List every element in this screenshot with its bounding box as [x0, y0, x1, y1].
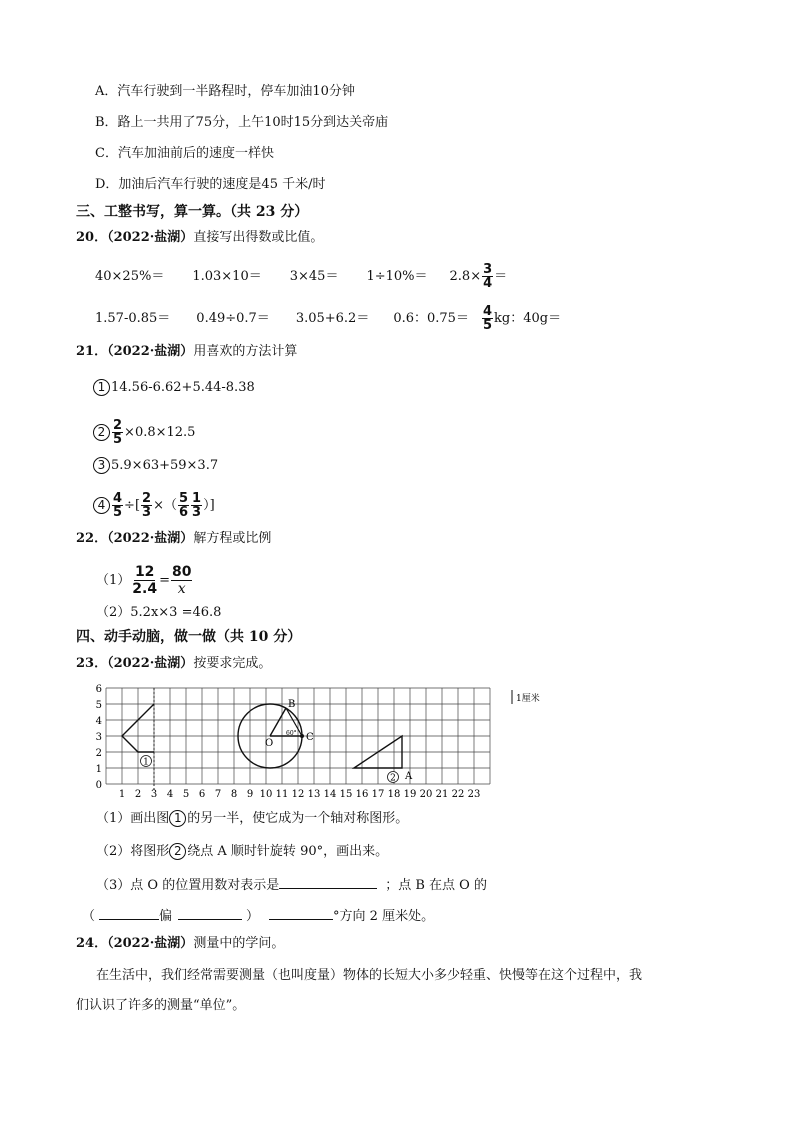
- y-tick-label: 4: [95, 716, 102, 727]
- x-tick-label: 21: [435, 789, 449, 800]
- answer-blank-coordinate[interactable]: [279, 874, 377, 889]
- coordinate-grid: [88, 679, 548, 805]
- q24-paragraph-line-2: 们认识了许多的测量“单位”。: [76, 998, 246, 1013]
- q21-item-4: [93, 492, 215, 519]
- label-a: A: [405, 771, 413, 782]
- y-tick-label: 2: [95, 748, 102, 759]
- q21-number: 21．（2022·盐湖）: [76, 344, 194, 359]
- x-tick-label: 19: [403, 789, 417, 800]
- x-tick-label: 22: [451, 789, 465, 800]
- q24-header: [76, 935, 284, 953]
- q20-r1-5: 2.8×: [449, 269, 482, 284]
- q23-sub-3-c2: 偏: [159, 909, 173, 924]
- q21-item-4-fraction-3: $\frac{5}{6}$: [178, 491, 189, 520]
- section-4-title: 四、动手动脑，做一做（共 10 分）: [76, 629, 302, 645]
- q23-sub-1-post: 的另一半，使它成为一个轴对称图形。: [187, 811, 409, 826]
- q21-item-3: [93, 457, 218, 475]
- q22-part-1-label: （1）: [96, 573, 131, 588]
- q21-text: 用喜欢的方法计算: [193, 344, 298, 359]
- answer-blank-angle[interactable]: [269, 905, 333, 920]
- q20-header: [76, 229, 323, 247]
- q21-item-2-fraction: $\frac{2}{5}$: [113, 418, 123, 447]
- q20-r2-1: 1.57-0.85＝: [95, 311, 171, 326]
- q20-r2-2: 0.49÷0.7＝: [196, 311, 270, 326]
- q20-r1-4: 1÷10%＝: [366, 269, 428, 284]
- q20-number: 20．（2022·盐湖）: [76, 230, 194, 245]
- q23-sub-3-c4: °方向 2 厘米处。: [333, 909, 435, 924]
- label-o: O: [265, 738, 274, 749]
- q22-part-2: （2）5.2x×3 =46.8: [96, 605, 222, 620]
- x-tick-label: 5: [182, 789, 190, 800]
- q23-sub-1: [96, 810, 408, 828]
- scale-legend: 1厘米: [516, 694, 540, 704]
- x-tick-label: 16: [355, 789, 369, 800]
- q20-r2-end: kg：40g＝: [494, 311, 562, 326]
- x-tick-label: 20: [419, 789, 433, 800]
- point-c: [300, 734, 304, 738]
- y-axis-labels: [96, 684, 102, 791]
- q21-item-4-fraction-2: $\frac{2}{3}$: [142, 491, 152, 520]
- option-d: D．加油后汽车行驶的速度是45 千米/时: [95, 177, 326, 192]
- q21-item-4-mid: ×（: [153, 498, 177, 513]
- svg-text:1: 1: [143, 757, 149, 768]
- x-tick-label: 13: [307, 789, 321, 800]
- q22-equals: =: [159, 573, 170, 588]
- x-tick-label: 18: [387, 789, 401, 800]
- q23-sub-2-pre: （2）将图形: [96, 844, 170, 859]
- x-tick-label: 10: [259, 789, 273, 800]
- figure-1-mark: [141, 756, 152, 768]
- q21-item-4-fraction-1: $\frac{4}{5}$: [113, 491, 123, 520]
- radius-ob: [270, 708, 286, 736]
- label-b: B: [288, 699, 296, 710]
- x-tick-label: 9: [246, 789, 254, 800]
- x-tick-label: 6: [198, 789, 206, 800]
- q20-row-1: [95, 263, 507, 290]
- x-tick-label: 3: [150, 789, 158, 800]
- q23-sub-3-c3: ）: [246, 909, 260, 924]
- q23-number: 23．（2022·盐湖）: [76, 656, 194, 671]
- option-a: A．汽车行驶到一半路程时，停车加油10分钟: [95, 84, 355, 99]
- q20-r1-fraction: $\frac{3}{4}$: [483, 262, 493, 291]
- q20-r2-3: 3.05+6.2＝: [295, 311, 370, 326]
- y-tick-label: 0: [95, 780, 102, 791]
- q20-r2-4: 0.6：0.75＝: [393, 311, 469, 326]
- circled-number-3: 3: [93, 457, 110, 474]
- q21-item-2: [93, 419, 195, 446]
- q23-sub-3-b: ；点 B 在点 O 的: [385, 878, 487, 893]
- q22-fraction-left: $\frac{12}{2.4}$: [132, 564, 158, 597]
- option-b: B．路上一共用了75分，上午10时15分到达关帝庙: [95, 115, 389, 130]
- q24-paragraph-line-1: 在生活中，我们经常需要测量（也叫度量）物体的长短大小多少轻重、快慢等在这个过程中，我: [96, 968, 643, 983]
- q23-sub-2: [96, 843, 388, 861]
- q20-text: 直接写出得数或比值。: [193, 230, 324, 245]
- circled-number-4: 4: [93, 497, 110, 514]
- x-tick-label: 7: [214, 789, 222, 800]
- q21-item-2-expr: ×0.8×12.5: [124, 425, 196, 440]
- x-tick-label: 17: [371, 789, 385, 800]
- q20-r1-1: 40×25%＝: [95, 269, 165, 284]
- q24-text: 测量中的学问。: [193, 936, 285, 951]
- q21-item-1: [93, 379, 255, 397]
- q20-r1-equals: ＝: [494, 269, 508, 284]
- q21-item-3-expr: 5.9×63+59×3.7: [111, 458, 219, 473]
- q20-r1-3: 3×45＝: [289, 269, 339, 284]
- q22-number: 22．（2022·盐湖）: [76, 531, 194, 546]
- q23-sub-2-post: 绕点 A 顺时针旋转 90°，画出来。: [187, 844, 389, 859]
- q21-item-1-expr: 14.56-6.62+5.44-8.38: [111, 380, 255, 395]
- y-tick-label: 5: [95, 700, 102, 711]
- q22-part-1: [96, 564, 193, 597]
- x-tick-label: 8: [230, 789, 238, 800]
- angle-label: 60°: [286, 730, 297, 737]
- x-tick-label: 12: [291, 789, 305, 800]
- circled-number-2: 2: [169, 843, 186, 860]
- q23-sub-3-line-2: [82, 905, 434, 926]
- q20-row-2: [95, 305, 561, 332]
- q23-sub-3: [96, 874, 487, 895]
- q22-header: [76, 530, 271, 548]
- q22-text: 解方程或比例: [193, 531, 272, 546]
- x-tick-label: 4: [166, 789, 174, 800]
- x-tick-label: 23: [467, 789, 481, 800]
- q23-sub-3-c1: （: [82, 909, 96, 924]
- q23-header: [76, 655, 271, 673]
- y-tick-label: 6: [95, 684, 102, 695]
- x-tick-label: 1: [118, 789, 126, 800]
- circled-number-1: 1: [93, 379, 110, 396]
- x-tick-label: 11: [275, 789, 289, 800]
- x-tick-label: 14: [323, 789, 337, 800]
- option-c: C．汽车加油前后的速度一样快: [95, 146, 274, 161]
- section-3-title: 三、工整书写，算一算。（共 23 分）: [76, 204, 309, 220]
- answer-blank-direction-1[interactable]: [99, 905, 159, 920]
- q23-sub-3-a: （3）点 O 的位置用数对表示是: [96, 878, 280, 893]
- y-tick-label: 1: [95, 764, 102, 775]
- x-tick-label: 2: [134, 789, 142, 800]
- circled-number-2: 2: [93, 424, 110, 441]
- answer-blank-direction-2[interactable]: [178, 905, 242, 920]
- q22-fraction-right: $\frac{80}{x}$: [172, 564, 192, 597]
- q24-number: 24．（2022·盐湖）: [76, 936, 194, 951]
- x-tick-label: 15: [339, 789, 353, 800]
- circled-number-1: 1: [169, 810, 186, 827]
- q23-sub-1-pre: （1）画出图: [96, 811, 170, 826]
- q20-r2-fraction: $\frac{4}{5}$: [482, 304, 492, 333]
- q21-header: [76, 343, 297, 361]
- y-tick-label: 3: [95, 732, 102, 743]
- q20-r1-2: 1.03×10＝: [192, 269, 262, 284]
- figure-2-mark: [388, 772, 399, 784]
- label-c: C: [306, 732, 314, 743]
- q21-item-4-end: ）]: [203, 498, 215, 513]
- q21-item-4-fraction-4: $\frac{1}{3}$: [192, 491, 202, 520]
- q23-text: 按要求完成。: [193, 656, 272, 671]
- q21-item-4-op: ÷[: [124, 498, 141, 513]
- x-axis-labels: [119, 789, 481, 800]
- svg-text:2: 2: [390, 773, 396, 784]
